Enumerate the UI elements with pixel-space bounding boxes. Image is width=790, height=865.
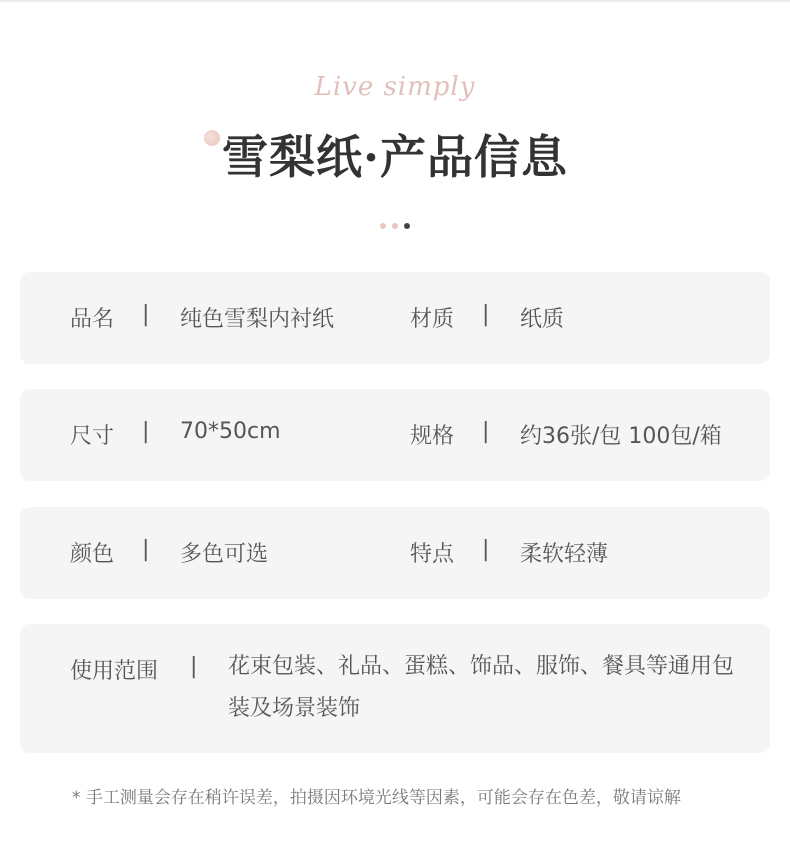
title-accent-dot — [204, 130, 220, 146]
info-row-color-feature — [20, 507, 770, 599]
value-color: 多色可选 — [180, 542, 269, 567]
value-feature: 柔软轻薄 — [520, 542, 609, 567]
separator: | — [142, 302, 150, 327]
label-color: 颜色 — [70, 542, 115, 567]
label-size: 尺寸 — [70, 424, 115, 449]
value-spec: 约36张/包 100包/箱 — [520, 424, 722, 449]
label-spec: 规格 — [410, 424, 455, 449]
decorative-dots — [0, 223, 790, 229]
page-title — [222, 122, 568, 192]
label-material: 材质 — [410, 307, 455, 332]
value-usage: 花束包装、礼品、蛋糕、饰品、服饰、餐具等通用包装及场景装饰 — [228, 654, 735, 721]
disclaimer-note: * 手工测量会存在稍许误差，拍摄因环境光线等因素，可能会存在色差，敬请谅解 — [72, 788, 681, 808]
label-name: 品名 — [70, 307, 115, 332]
value-name: 纯色雪梨内衬纸 — [180, 307, 335, 332]
separator: | — [482, 302, 490, 327]
label-usage: 使用范围 — [70, 659, 159, 684]
dot-icon — [392, 223, 398, 229]
title-wrap — [0, 122, 790, 192]
separator: | — [482, 537, 490, 562]
separator: | — [142, 537, 150, 562]
value-size: 70*50cm — [180, 419, 281, 444]
separator: | — [190, 654, 198, 679]
info-row-usage — [20, 624, 770, 753]
label-feature: 特点 — [410, 542, 455, 567]
value-material: 纸质 — [520, 307, 565, 332]
separator: | — [482, 419, 490, 444]
top-divider — [0, 0, 790, 2]
dot-icon — [404, 223, 410, 229]
script-title: Live simply — [314, 72, 476, 102]
separator: | — [142, 419, 150, 444]
info-row-name-material — [20, 272, 770, 364]
info-row-size-spec — [20, 389, 770, 481]
dot-icon — [380, 223, 386, 229]
page-title-text: 雪梨纸·产品信息 — [221, 130, 568, 184]
